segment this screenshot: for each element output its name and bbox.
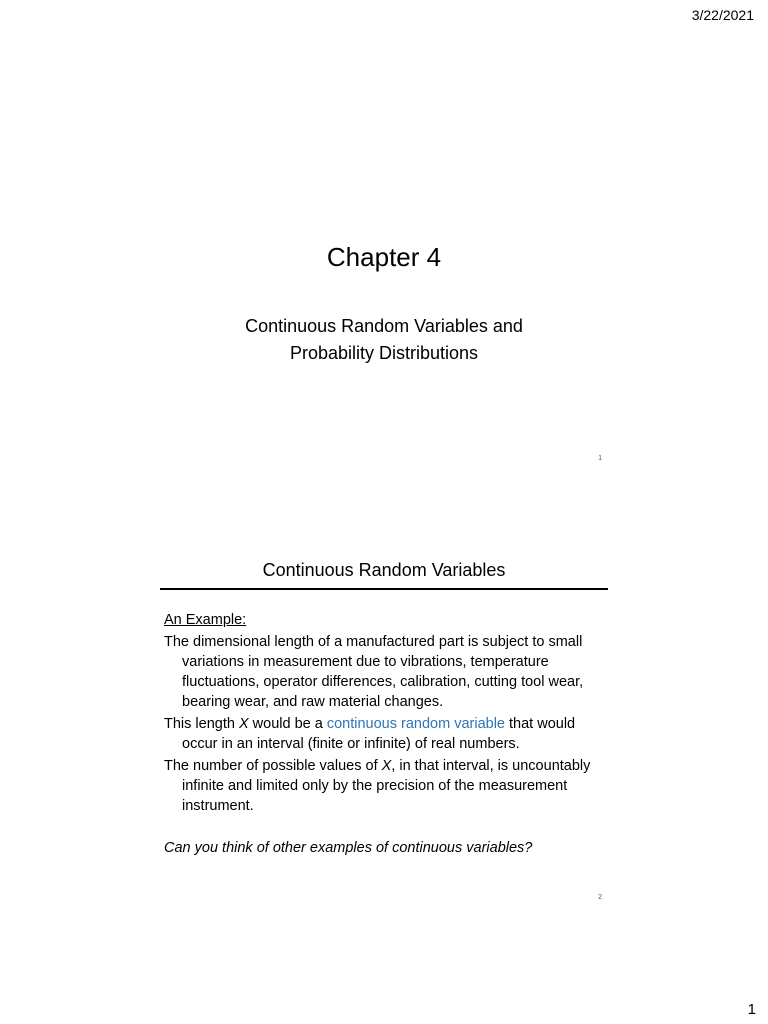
print-date: 3/22/2021 xyxy=(691,7,754,23)
paragraph-2-text-c: that would occur in an interval (finite or infinite) of real numbers. xyxy=(182,715,576,752)
paragraph-3 xyxy=(164,756,604,816)
variable-x: X xyxy=(238,715,249,732)
paragraph-3-text-b: , in that interval, is uncountably infinite and limited only by the precision of the measurement instrument. xyxy=(182,757,591,814)
chapter-title: Chapter 4 xyxy=(326,242,442,272)
chapter-subtitle xyxy=(160,313,608,367)
slide-2 xyxy=(160,548,608,908)
example-label: An Example: xyxy=(164,611,247,628)
paragraph-2 xyxy=(164,714,604,754)
title-divider xyxy=(160,588,608,590)
paragraph-2-text-a: This length xyxy=(164,715,239,732)
slide-number: 2 xyxy=(598,894,602,901)
slide-title: Continuous Random Variables xyxy=(262,560,506,580)
paragraph-3-text-a: The number of possible values of xyxy=(164,757,382,774)
slide-body xyxy=(164,610,604,858)
highlighted-term: continuous random variable xyxy=(326,715,505,732)
subtitle-line-2: Probability Distributions xyxy=(289,343,479,364)
variable-x: X xyxy=(381,757,392,774)
discussion-question: Can you think of other examples of continuous variables? xyxy=(164,839,533,856)
paragraph-1: The dimensional length of a manufactured part is subject to small variations in measurement due to vibrations, temperature fluctuations, operator differences, calibration, cutting tool wear, bearing wear, and raw material changes. xyxy=(164,633,584,710)
paragraph-2-text-b: would be a xyxy=(248,715,327,732)
slide-number: 1 xyxy=(598,455,602,462)
slide-1 xyxy=(160,230,608,470)
subtitle-line-1: Continuous Random Variables and xyxy=(245,316,523,337)
page-number: 1 xyxy=(747,1001,756,1018)
